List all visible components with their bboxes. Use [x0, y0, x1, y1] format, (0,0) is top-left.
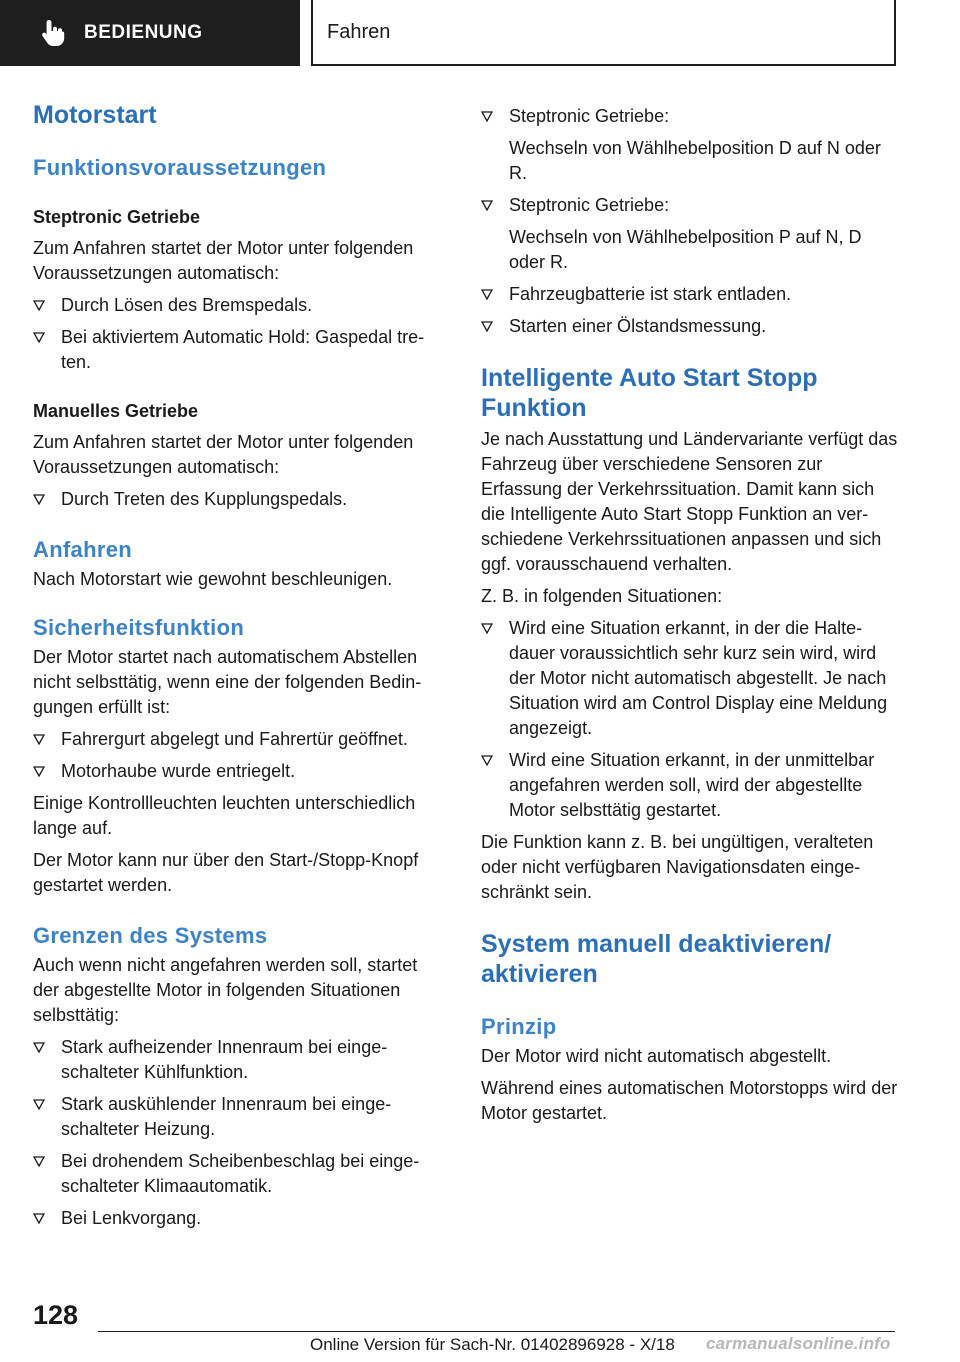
heading-steptronic: Steptronic Getriebe [33, 207, 201, 227]
triangle-bullet-icon [33, 494, 45, 505]
grenzen-list [33, 1035, 448, 1231]
triangle-bullet-icon [33, 1099, 45, 1110]
triangle-bullet-icon [481, 755, 493, 766]
heading-funktionsvoraussetzungen: Funktionsvoraussetzungen [33, 155, 327, 180]
list-item-text: Wird eine Situation erkannt, in der die Halte- dauer voraussichtlich sehr kurz sein wird, wird der Motor nicht automatisch abgestellt. Je nach Situation wird am Control Display eine Meldung angezeigt. [509, 618, 888, 738]
heading-grenzen: Grenzen des Systems [33, 923, 268, 948]
paragraph: Zum Anfahren startet der Motor unter folgenden Voraussetzungen automatisch: [33, 432, 414, 477]
paragraph: Der Motor kann nur über den Start-/Stopp-Knopf gestartet werden. [33, 850, 419, 895]
list-item-text: Fahrergurt abgelegt und Fahrertür geöffnet. [61, 729, 408, 749]
chapter-tab [311, 0, 896, 66]
triangle-bullet-icon [481, 289, 493, 300]
triangle-bullet-icon [33, 766, 45, 777]
paragraph: Der Motor startet nach automatischem Abstellen nicht selbsttätig, wenn eine der folgenden Bedin- gungen erfüllt ist: [33, 647, 422, 717]
list-item-text: Steptronic Getriebe: [509, 195, 670, 215]
list-item [33, 293, 448, 318]
paragraph: Während eines automatischen Motorstopps wird der Motor gestartet. [481, 1078, 898, 1123]
triangle-bullet-icon [33, 1042, 45, 1053]
heading-motorstart: Motorstart [33, 101, 157, 129]
triangle-bullet-icon [33, 1156, 45, 1167]
triangle-bullet-icon [481, 623, 493, 634]
footer-divider [98, 1331, 895, 1332]
list-item-text: Stark aufheizender Innenraum bei einge- schalteter Kühlfunktion. [61, 1037, 388, 1082]
triangle-bullet-icon [481, 200, 493, 211]
list-item-text: Durch Treten des Kupplungspedals. [61, 489, 348, 509]
left-column [33, 100, 448, 1231]
heading-intelligente-auto-start-stopp: Intelligente Auto Start Stopp Funktion [481, 364, 818, 422]
steptronic-list [33, 293, 448, 375]
list-item-text: Bei Lenkvorgang. [61, 1208, 202, 1228]
triangle-bullet-icon [33, 734, 45, 745]
list-item-text: Steptronic Getriebe: [509, 106, 670, 126]
list-item [33, 325, 448, 375]
intelligent-list [481, 616, 899, 823]
list-item [33, 1149, 448, 1199]
footer-online-version: Online Version für Sach-Nr. 01402896928 - X/18 [310, 1335, 675, 1354]
right-column [481, 100, 899, 1126]
list-item [481, 314, 899, 339]
sicherheit-list [33, 727, 448, 784]
triangle-bullet-icon [33, 300, 45, 311]
heading-system-manuell: System manuell deaktivieren/ aktivieren [481, 930, 832, 988]
triangle-bullet-icon [33, 332, 45, 343]
list-item [481, 282, 899, 307]
list-item [33, 1092, 448, 1142]
list-item [33, 1206, 448, 1231]
paragraph: Nach Motorstart wie gewohnt beschleunigen. [33, 569, 393, 589]
list-item-text: Starten einer Ölstandsmessung. [509, 316, 767, 336]
list-item [481, 616, 899, 741]
list-item [33, 727, 448, 752]
paragraph: Der Motor wird nicht automatisch abgestellt. [481, 1046, 832, 1066]
list-item-subtext: Wechseln von Wählhebelposition D auf N oder R. [509, 138, 881, 183]
manuell-list [33, 487, 448, 512]
heading-prinzip: Prinzip [481, 1014, 557, 1039]
list-item [33, 759, 448, 784]
heading-anfahren: Anfahren [33, 537, 132, 562]
list-item-text: Motorhaube wurde entriegelt. [61, 761, 296, 781]
paragraph: Je nach Ausstattung und Ländervariante verfügt das Fahrzeug über verschiedene Sensoren zur Erfassung der Verkehrssituation. Damit kann sich die Intelligente Auto Start Stopp Funktion an ver- schiedene Verkehrssituationen anpassen und sich ggf. vorausschauend verhalten. [481, 429, 898, 574]
list-item-subtext: Wechseln von Wählhebelposition P auf N, D oder R. [509, 227, 862, 272]
list-item [481, 748, 899, 823]
list-item [33, 487, 448, 512]
watermark: carmanualsonline.info [706, 1334, 891, 1353]
page-number: 128 [33, 1300, 79, 1330]
list-item-text: Bei drohendem Scheibenbeschlag bei einge- schalteter Klimaautomatik. [61, 1151, 420, 1196]
section-tab [0, 0, 300, 66]
hand-pointer-icon [40, 18, 66, 48]
triangle-bullet-icon [33, 1213, 45, 1224]
list-item [481, 193, 899, 275]
chapter-label: Fahren [327, 20, 391, 43]
list-item-text: Stark auskühlender Innenraum bei einge- schalteter Heizung. [61, 1094, 392, 1139]
triangle-bullet-icon [481, 111, 493, 122]
paragraph: Die Funktion kann z. B. bei ungültigen, veralteten oder nicht verfügbaren Navigationsdaten einge- schränkt sein. [481, 832, 874, 902]
list-item-text: Wird eine Situation erkannt, in der unmittelbar angefahren werden soll, wird der abgestellte Motor selbsttätig gestartet. [509, 750, 875, 820]
list-item [33, 1035, 448, 1085]
paragraph: Einige Kontrollleuchten leuchten unterschiedlich lange auf. [33, 793, 416, 838]
paragraph: Zum Anfahren startet der Motor unter folgenden Voraussetzungen automatisch: [33, 238, 414, 283]
continued-list [481, 104, 899, 339]
list-item [481, 104, 899, 186]
list-item-text: Durch Lösen des Bremspedals. [61, 295, 313, 315]
triangle-bullet-icon [481, 321, 493, 332]
list-item-text: Bei aktiviertem Automatic Hold: Gaspedal tre- ten. [61, 327, 425, 372]
paragraph: Auch wenn nicht angefahren werden soll, startet der abgestellte Motor in folgenden Situationen selbsttätig: [33, 955, 418, 1025]
heading-sicherheitsfunktion: Sicherheitsfunktion [33, 615, 245, 640]
heading-manuelles-getriebe: Manuelles Getriebe [33, 401, 199, 421]
list-item-text: Fahrzeugbatterie ist stark entladen. [509, 284, 792, 304]
paragraph: Z. B. in folgenden Situationen: [481, 586, 723, 606]
section-label: BEDIENUNG [84, 22, 203, 43]
